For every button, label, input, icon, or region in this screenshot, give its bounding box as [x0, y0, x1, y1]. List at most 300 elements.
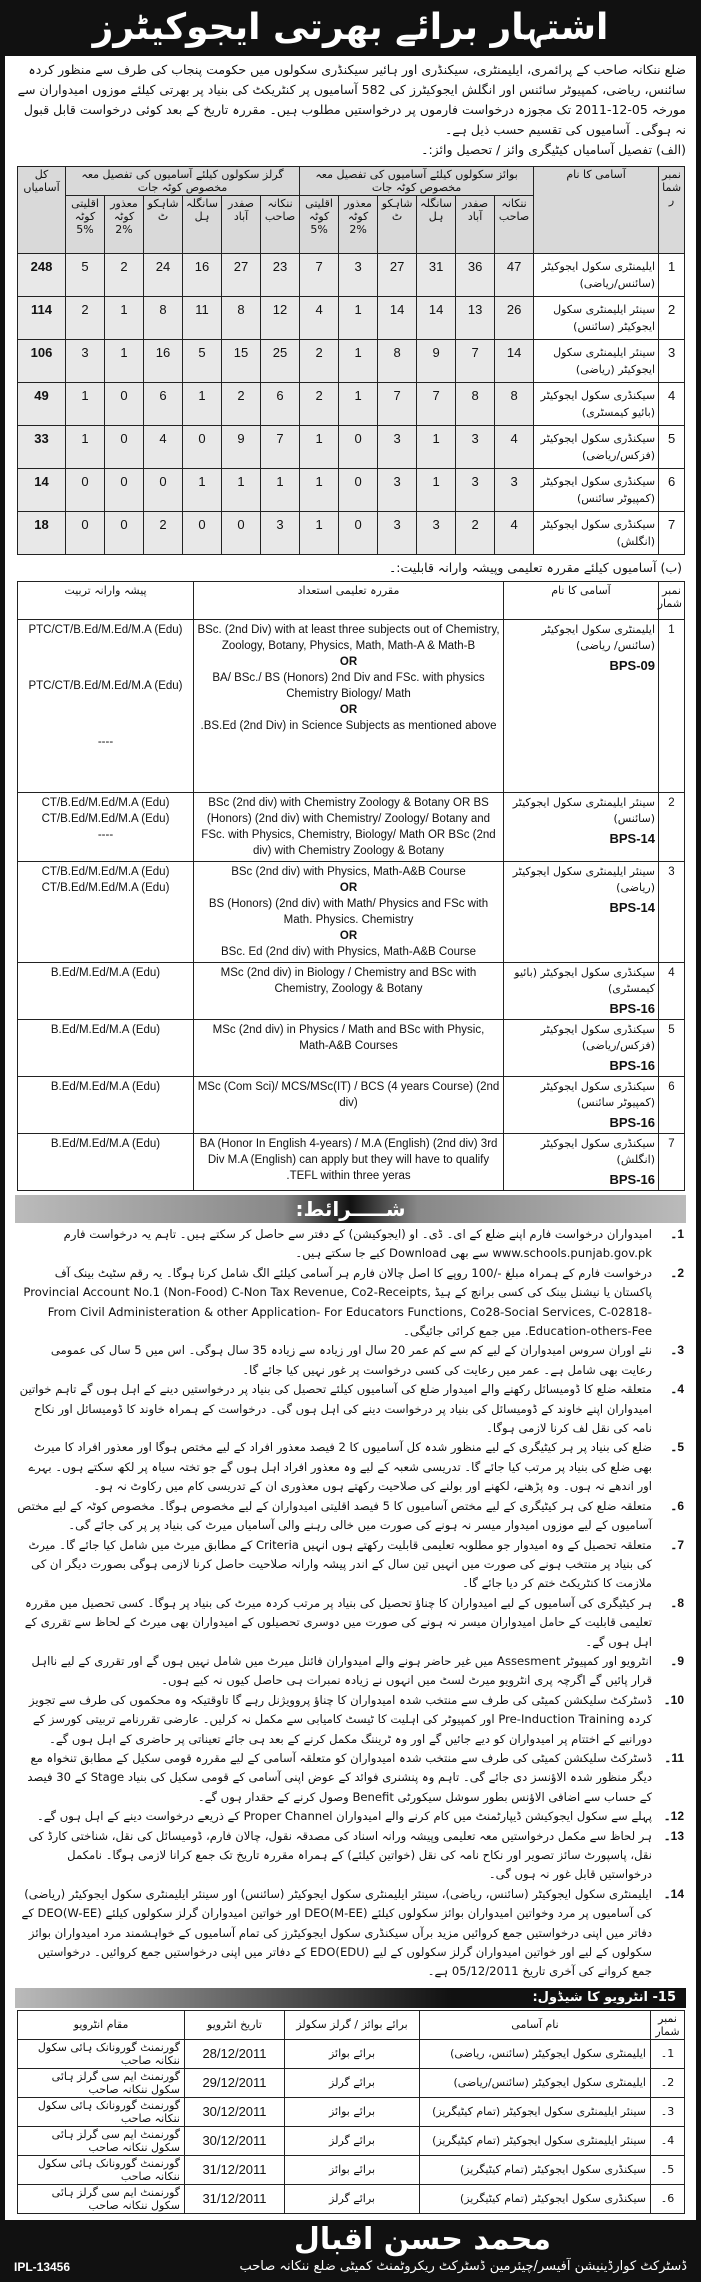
qualification-cell [194, 1077, 504, 1134]
vacancy-count-cell: 0 [183, 512, 222, 555]
vacancy-count-cell: 2 [300, 340, 339, 383]
post-name: سینئر ایلیمنٹری سکول ایجوکیٹر (سائنس) [512, 796, 655, 825]
table-row [18, 2068, 685, 2097]
col-boys-shahkot: شاہکوٹ [378, 196, 417, 254]
vacancy-count-cell: 0 [66, 469, 105, 512]
training-line: PTC/CT/B.Ed/M.Ed/M.A (Edu) [28, 680, 183, 692]
condition-number: 7۔ [670, 1537, 684, 1552]
serial-cell: 6۔ [651, 2184, 685, 2213]
condition-number: 11۔ [664, 1750, 684, 1765]
vacancy-count-cell: 9 [417, 340, 456, 383]
condition-text: ڈسٹرکٹ سلیکشن کمیٹی کی طرف سے منتخب شدہ امیدواران کا چناؤ پروویژنل رہے گا تاوقتیکہ وہ محکموں کی طرف سے تجویز کردہ Pre-Induction Training اور کمپیوٹر کی اہلیت کا ٹیسٹ کامیابی سے مکمل نہ کرلیں۔ عارضی تقررنامے تربیتی کورسز کے دورانیے کے اختتام پر امیدواران کو دیے جائیں گے اور وہ ٹریننگ مکمل کرنے کے بعد ہی جائے تعیناتی پر حاضری کے اہل ہوں گے۔ [28, 1692, 652, 1746]
total-cell: 114 [18, 297, 66, 340]
training-cell [18, 1020, 194, 1077]
vacancy-count-cell: 7 [261, 426, 300, 469]
post-cell: سینئر ایلیمنٹری سکول ایجوکیٹر (تمام کیٹیگریز) [420, 2097, 651, 2126]
condition-text: درخواست فارم کے ہمراہ مبلغ -/100 روپے کا اصل چالان فارم ہر آسامی کیلئے الگ شامل کرنا ہوگا۔ یہ رقم سٹیٹ بینک آف پاکستان یا نیشنل بینک کی کسی برانچ کے ہیڈ Provincial Account No.1 (Non-Food) C-Non Tax Revenue, Co2-Receipts, From Civil Administeration & other Application- For Educators Functions, Co28-Social Services, C-02818- Education-others-Fee. میں جمع کرائی جائیگی۔ [23, 1265, 652, 1339]
qualification-line: BSc. Ed (2nd div) with Physics, Math-A&B Course [220, 946, 476, 958]
training-line: B.Ed/M.Ed/M.A (Edu) [50, 1138, 161, 1150]
post-cell: سیکنڈری سکول ایجوکیٹر (بائیو کیمسٹری) [534, 383, 659, 426]
vacancy-count-cell: 16 [183, 254, 222, 297]
training-line: CT/B.Ed/M.Ed/M.A (Edu) [41, 866, 170, 878]
signature-footer [0, 2220, 701, 2282]
qualification-line: BSc (2nd div) with Physics, Math-A&B Course [231, 866, 466, 878]
vacancy-count-cell: 3 [417, 512, 456, 555]
vacancy-count-cell: 0 [105, 469, 144, 512]
vacancy-count-cell: 3 [495, 469, 534, 512]
qualification-cell [194, 963, 504, 1020]
col-date: تاریخ انٹرویو [185, 2010, 285, 2039]
type-cell: برائے بوائز [285, 2097, 420, 2126]
serial-cell: 7 [659, 512, 685, 555]
qualification-line: MSc (Com Sci)/ MCS/MSc(IT) / BCS (4 years Course) (2nd div) [197, 1081, 500, 1109]
type-cell: برائے گرلز [285, 2068, 420, 2097]
pay-scale: BPS-16 [609, 1115, 655, 1130]
qualification-line: MSc (2nd div) in Biology / Chemistry and BSc with Chemistry, Zoology & Botany [220, 967, 477, 995]
post-cell [504, 793, 659, 862]
vacancy-count-cell: 1 [183, 469, 222, 512]
venue-cell: گورنمنٹ ایم سی گرلز ہائی سکول ننکانہ صاحب [18, 2184, 185, 2213]
training-cell [18, 862, 194, 963]
serial-cell: 6 [659, 1077, 685, 1134]
condition-number: 12۔ [663, 1809, 684, 1824]
condition-text: ہر کیٹیگری کی آسامیوں کے لیے امیدواران کا چناؤ تحصیل کی بنیاد پر مرتب کردہ میرٹ کی بنیاد پر ہوگا۔ کسی تحصیل میں مقررہ تعلیمی قابلیت کے حامل امیدواران میسر نہ ہونے کی صورت میں دوسری تحصیلوں کے امیدواران بھی میرٹ کے لحاظ سے تقرری کے اہل ہوں گے۔ [24, 1595, 652, 1649]
condition-text: نئے اوران سروس امیدواران کے لیے کم سے کم عمر 20 سال اور زیادہ سے زیادہ 35 سال ہوگی۔ اس میں 5 سال کی عمومی رعایت بھی شامل ہے۔ عمر میں رعایت کی کسی درخواست پر غور نہیں کیا جائے گا۔ [50, 1343, 652, 1377]
vacancy-count-cell: 3 [378, 426, 417, 469]
total-cell: 18 [18, 512, 66, 555]
table-row [18, 1134, 685, 1191]
condition-number: 1۔ [670, 1227, 684, 1241]
serial-cell: 5 [659, 1020, 685, 1077]
vacancy-count-cell: 15 [222, 340, 261, 383]
vacancy-count-cell: 27 [222, 254, 261, 297]
conditions-list [5, 1223, 696, 1988]
venue-cell: گورنمنٹ گورونانک ہائی سکول ننکانہ صاحب [18, 2097, 185, 2126]
table-row [18, 2039, 685, 2068]
intro-paragraph [5, 56, 696, 164]
condition-text: ضلع کی بنیاد پر ہر کیٹیگری کے لیے منظور شدہ کل آسامیوں کا 2 فیصد معذور افراد کے لیے مختص ہوگا اور معذور افراد کا میرٹ بھی ضلع کی بنیاد پر مرتب کیا جائے گا۔ تدریسی شعبہ کے لیے وہ معذور افراد اہل ہوں گے جو تختہ سیاہ پر لکھ سکتے ہوں۔ بہرے اور اندھے نہ ہوں۔ وہ پڑھنے، لکھنے اور بولنے کی صلاحیت رکھتے ہوں معذوری ان کے تدریسی کام میں رکاوٹ نہ ہو۔ [28, 1440, 652, 1494]
condition-number: 9۔ [670, 1653, 684, 1668]
type-cell: برائے گرلز [285, 2184, 420, 2213]
post-name: سیکنڈری سکول ایجوکیٹر (فزکس/ریاضی) [540, 1023, 655, 1052]
serial-cell: 4۔ [651, 2126, 685, 2155]
qualification-line: OR [339, 930, 358, 942]
total-cell: 14 [18, 469, 66, 512]
post-cell: ایلیمنٹری سکول ایجوکیٹر (سائنس/ریاضی) [534, 254, 659, 297]
vacancy-count-cell: 2 [144, 512, 183, 555]
condition-number: 6۔ [670, 1498, 684, 1513]
serial-cell: 3۔ [651, 2097, 685, 2126]
table-row [18, 2155, 685, 2184]
training-line: CT/B.Ed/M.Ed/M.A (Edu) [41, 813, 170, 825]
vacancy-count-cell: 3 [261, 512, 300, 555]
vacancy-count-cell: 3 [378, 469, 417, 512]
post-cell: ایلیمنٹری سکول ایجوکیٹر (سائنس، ریاضی) [420, 2039, 651, 2068]
vacancy-count-cell: 8 [378, 340, 417, 383]
date-cell: 29/12/2011 [185, 2068, 285, 2097]
vacancy-count-cell: 36 [456, 254, 495, 297]
condition-item [17, 1341, 684, 1380]
vacancy-count-cell: 4 [144, 426, 183, 469]
qualification-line: BSc. (2nd Div) with at least three subjects out of Chemistry, Zoology, Botany, Physics, Math, Math-A & Math-B [197, 624, 500, 652]
venue-cell: گورنمنٹ ایم سی گرلز ہائی سکول ننکانہ صاحب [18, 2068, 185, 2097]
pay-scale: BPS-16 [609, 1058, 655, 1073]
vacancy-count-cell: 0 [105, 383, 144, 426]
post-name: سیکنڈری سکول ایجوکیٹر (کمپیوٹر سائنس) [540, 1080, 655, 1109]
col-boys-safdarabad: صفدر آباد [456, 196, 495, 254]
post-cell [504, 1134, 659, 1191]
table-row [18, 862, 685, 963]
qualification-line: OR [339, 656, 358, 668]
table-row [18, 383, 685, 426]
vacancy-count-cell: 0 [339, 426, 378, 469]
col-qualification: مقررہ تعلیمی استعداد [194, 582, 504, 620]
type-cell: برائے بوائز [285, 2155, 420, 2184]
training-cell [18, 1077, 194, 1134]
date-cell: 30/12/2011 [185, 2126, 285, 2155]
training-cell [18, 1134, 194, 1191]
condition-number: 5۔ [670, 1440, 684, 1455]
col-post: نام آسامی [420, 2010, 651, 2039]
training-line: ---- [97, 829, 114, 841]
table-row [18, 297, 685, 340]
post-cell: سینئر ایلیمنٹری سکول ایجوکیٹر (سائنس) [534, 297, 659, 340]
training-line: PTC/CT/B.Ed/M.Ed/M.A (Edu) [28, 624, 183, 636]
vacancy-count-cell: 4 [495, 426, 534, 469]
venue-cell: گورنمنٹ گورونانک ہائی سکول ننکانہ صاحب [18, 2039, 185, 2068]
post-cell [504, 620, 659, 793]
training-cell [18, 620, 194, 793]
vacancy-count-cell: 2 [456, 512, 495, 555]
condition-number: 14۔ [663, 1886, 684, 1901]
training-line: B.Ed/M.Ed/M.A (Edu) [50, 967, 161, 979]
condition-item [17, 1749, 684, 1807]
qualification-line: MSc (2nd div) in Physics / Math and BSc with Physic, Math-A&B Courses [212, 1024, 485, 1052]
venue-cell: گورنمنٹ گورونانک ہائی سکول ننکانہ صاحب [18, 2155, 185, 2184]
intro-text: ضلع ننکانہ صاحب کے پرائمری، ایلیمنٹری، سیکنڈری اور ہائیر سیکنڈری سکولوں میں حکومت پنجاب کی طرف سے منظور کردہ سائنس، ریاضی، کمپیوٹر سائنس اور انگلش ایجوکیٹرز کی 582 آسامیوں پر کنٹریکٹ کی بنیاد پر بھرتی کیلئے موزوں امیدواران سے مورخہ 05-12-2011 تک مجوزہ درخواست فارموں پر درخواستیں مطلوب ہیں۔ مقررہ تاریخ کے بعد کوئی درخواست قابل قبول نہ ہوگی۔ آسامیوں کی تقسیم حسب ذیل ہے۔ [17, 62, 686, 137]
disabled-label: معذور کوٹہ [344, 197, 372, 223]
col-post: آسامی کا نام [534, 167, 659, 254]
serial-cell: 4 [659, 963, 685, 1020]
schedule-banner: 15- انٹرویو کا شیڈول: [15, 1988, 686, 2008]
vacancy-count-cell: 3 [456, 469, 495, 512]
venue-cell: گورنمنٹ ایم سی گرلز ہائی سکول ننکانہ صاحب [18, 2126, 185, 2155]
pay-scale: BPS-09 [609, 658, 655, 673]
vacancy-count-cell: 0 [183, 426, 222, 469]
vacancy-count-cell: 6 [144, 383, 183, 426]
post-cell: سینئر ایلیمنٹری سکول ایجوکیٹر (ریاضی) [534, 340, 659, 383]
vacancy-count-cell: 7 [456, 340, 495, 383]
qualification-line: BS (Honors) (2nd div) with Math/ Physics and FSc with Math. Physics. Chemistry [208, 898, 489, 926]
condition-item [17, 1885, 684, 1982]
table-row [18, 793, 685, 862]
date-cell: 31/12/2011 [185, 2184, 285, 2213]
pay-scale: BPS-16 [609, 1172, 655, 1187]
officer-designation: ڈسٹرکٹ کوارڈینیشن آفیسر/چیئرمین ڈسٹرکٹ ریکروٹمنٹ کمیٹی ضلع ننکانہ صاحب [239, 2258, 687, 2274]
serial-cell: 1 [659, 254, 685, 297]
qualification-cell [194, 862, 504, 963]
vacancy-count-cell: 13 [456, 297, 495, 340]
post-name: سینئر ایلیمنٹری سکول ایجوکیٹر (ریاضی) [512, 865, 655, 894]
table-row [18, 2126, 685, 2155]
col-girls-minority [66, 196, 105, 254]
pay-scale: BPS-14 [609, 831, 655, 846]
col-boys-disabled [339, 196, 378, 254]
condition-item [17, 1807, 684, 1826]
qualification-line: BA/ BSc./ BS (Honors) 2nd Div and FSc. with physics Chemistry Biology/ Math [212, 672, 485, 700]
col-girls-shahkot: شاہکوٹ [144, 196, 183, 254]
post-cell: سیکنڈری سکول ایجوکیٹر (انگلش) [534, 512, 659, 555]
table-row [18, 1077, 685, 1134]
col-girls-nankana: ننکانہ صاحب [261, 196, 300, 254]
condition-item [17, 1225, 684, 1264]
col-girls-sangla: سانگلہ ہل [183, 196, 222, 254]
type-cell: برائے گرلز [285, 2126, 420, 2155]
condition-number: 4۔ [670, 1382, 684, 1397]
post-cell: سیکنڈری سکول ایجوکیٹر (فزکس/ریاضی) [534, 426, 659, 469]
vacancy-count-cell: 26 [495, 297, 534, 340]
qualification-line: BA (Honor In English 4-years) / M.A (English) (2nd div) 3rd Div M.A (English) can apply but they will have to qualify TEFL within three yeras. [199, 1138, 498, 1182]
vacancy-count-cell: 6 [261, 383, 300, 426]
qualification-line: OR [339, 704, 358, 716]
condition-text: امیدواران درخواست فارم اپنے ضلع کے ای۔ ڈی۔ او (ایجوکیشن) کے دفتر سے حاصل کر سکتے ہیں۔ تاہم یہ درخواست فارم www.schools.punjab.gov.pk سے بھی Download کیے جا سکتے ہیں۔ [63, 1227, 652, 1261]
vacancy-count-cell: 14 [417, 297, 456, 340]
vacancy-count-cell: 25 [261, 340, 300, 383]
vacancy-count-cell: 8 [456, 383, 495, 426]
vacancy-count-cell: 14 [495, 340, 534, 383]
minority-label: اقلیتی کوٹہ [305, 197, 333, 223]
total-cell: 49 [18, 383, 66, 426]
condition-item [17, 1380, 684, 1438]
post-name: ایلیمنٹری سکول ایجوکیٹر (سائنس/ ریاضی) [541, 623, 655, 652]
vacancy-count-cell: 1 [183, 383, 222, 426]
officer-name: محمد حسن اقبال [293, 2221, 551, 2257]
vacancy-count-cell: 11 [183, 297, 222, 340]
table-row [18, 426, 685, 469]
col-training: پیشہ وارانہ تربیت [18, 582, 194, 620]
condition-item [17, 1827, 684, 1885]
training-cell [18, 793, 194, 862]
ad-title: اشتہار برائے بھرتی ایجوکیٹرز [5, 0, 696, 56]
post-cell: سینئر ایلیمنٹری سکول ایجوکیٹر (تمام کیٹیگریز) [420, 2126, 651, 2155]
condition-text: ڈسٹرکٹ سلیکشن کمیٹی کی طرف سے منتخب شدہ امیدواران کو متعلقہ آسامی کے لیے مقررہ قومی سکیل کے مطابق تنخواہ مع دیگر منظور شدہ الاؤنسز دی جائے گی۔ تاہم وہ پنشنری فوائد کے عوض اپنی آسامی کے قومی سکیل کی بنیاد Stage کے 30 فیصد کے حساب سے اضافی الاؤنس بطور سوشل سیکورٹی Benefit وصول کرنے کے حقدار ہوں گے۔ [27, 1750, 652, 1804]
ad-reference: IPL-13456 [14, 2259, 71, 2274]
vacancy-count-cell: 1 [261, 469, 300, 512]
serial-cell: 1۔ [651, 2039, 685, 2068]
pay-scale: BPS-14 [609, 900, 655, 915]
serial-cell: 1 [659, 620, 685, 793]
post-cell [504, 963, 659, 1020]
vacancy-count-cell: 1 [300, 512, 339, 555]
vacancy-count-cell: 0 [144, 469, 183, 512]
condition-text: ایلیمنٹری سکول ایجوکیٹر (سائنس، ریاضی)، سینئر ایلیمنٹری سکول ایجوکیٹر (سائنس) اور سینئر ایلیمنٹری سکول ایجوکیٹر (ریاضی) کی آسامیوں پر مرد وخواتین امیدواران بوائز سکولوں کیلئے DEO(M-EE) اور خواتین امیدواران گرلز سکولوں کیلئے DEO(W-EE) کے دفاتر میں اپنی درخواستیں جمع کروائیں مزید برآں سیکنڈری سکول ایجوکیٹرز کی تمام آسامیوں کے خواہشمند مرد امیدواران بوائز سکولوں کے لیے اور خواتین امیدواران گرلز سکولوں کے لیے EDO(EDU) کے دفاتر میں اپنی درخواستیں جمع کروائیں۔ درخواستیں جمع کروانے کی آخری تاریخ 05/12/2011 ہے۔ [21, 1886, 652, 1979]
training-line: B.Ed/M.Ed/M.A (Edu) [50, 1024, 161, 1036]
condition-number: 8۔ [670, 1595, 684, 1610]
serial-cell: 6 [659, 469, 685, 512]
col-type: برائے بوائز / گرلز سکولز [285, 2010, 420, 2039]
condition-number: 10۔ [663, 1692, 684, 1707]
condition-item [17, 1536, 684, 1594]
post-name: سیکنڈری سکول ایجوکیٹر (بائیو کیمسٹری) [514, 966, 655, 995]
post-name: سیکنڈری سکول ایجوکیٹر (انگلش) [540, 1137, 655, 1166]
condition-text: ہر لحاظ سے مکمل درخواستیں معہ تعلیمی وپیشہ ورانہ اسناد کی مصدقہ نقول، چالان فارم، ڈومیسائل کی نقل، شناختی کارڈ کی نقل، پاسپورٹ سائز تصویر اور نکاح نامہ کی نقل (خواتین کیلئے) کے ہمراہ مقررہ تاریخ تک جمع کرانا لازمی ہوگا۔ نامکمل درخواستیں قابل غور نہ ہوں گی۔ [28, 1828, 652, 1882]
training-line: CT/B.Ed/M.Ed/M.A (Edu) [41, 882, 170, 894]
condition-text: پہلے سے سکول ایجوکیشن ڈیپارٹمنٹ میں کام کرنے والے امیدواران Proper Channel کے ذریعے درخواست دینے کے اہل ہوں گے۔ [36, 1809, 652, 1824]
pay-scale: BPS-16 [609, 1001, 655, 1016]
serial-cell: 3 [659, 862, 685, 963]
vacancy-count-cell: 1 [339, 340, 378, 383]
disabled-pct: 2% [349, 223, 367, 236]
vacancy-count-cell: 2 [66, 297, 105, 340]
vacancy-count-cell: 1 [105, 340, 144, 383]
vacancy-count-cell: 1 [66, 383, 105, 426]
vacancy-count-cell: 2 [105, 254, 144, 297]
total-cell: 33 [18, 426, 66, 469]
vacancy-count-cell: 3 [66, 340, 105, 383]
table-row [18, 2184, 685, 2213]
vacancy-count-cell: 1 [417, 426, 456, 469]
qualification-cell [194, 1134, 504, 1191]
vacancy-count-cell: 47 [495, 254, 534, 297]
condition-number: 3۔ [670, 1343, 684, 1358]
vacancy-count-cell: 1 [300, 426, 339, 469]
date-cell: 28/12/2011 [185, 2039, 285, 2068]
col-boys-nankana: ننکانہ صاحب [495, 196, 534, 254]
condition-item [17, 1438, 684, 1496]
table-row [18, 620, 685, 793]
vacancy-count-cell: 2 [222, 383, 261, 426]
vacancy-count-cell: 5 [66, 254, 105, 297]
post-cell [504, 1077, 659, 1134]
vacancy-count-cell: 7 [378, 383, 417, 426]
condition-number: 13۔ [663, 1828, 684, 1843]
total-cell: 248 [18, 254, 66, 297]
disabled-label: معذور کوٹہ [110, 197, 138, 223]
vacancy-count-cell: 1 [222, 469, 261, 512]
conditions-banner: شـــــرائط: [15, 1195, 686, 1223]
vacancy-count-cell: 3 [378, 512, 417, 555]
col-boys-minority [300, 196, 339, 254]
vacancy-count-cell: 4 [300, 297, 339, 340]
date-cell: 30/12/2011 [185, 2097, 285, 2126]
serial-cell: 2 [659, 297, 685, 340]
vacancy-count-cell: 0 [105, 426, 144, 469]
condition-number: 2۔ [670, 1265, 684, 1280]
post-cell: ایلیمنٹری سکول ایجوکیٹر (سائنس/ریاضی) [420, 2068, 651, 2097]
condition-text: متعلقہ ضلع کی ہر کیٹیگری کے لیے مختص آسامیوں کا 5 فیصد اقلیتی امیدواران کے لیے مخصوص ہوگا۔ مخصوص کوٹہ کے لیے مختص آسامیوں کے لیے موزوں امیدوار میسر نہ ہونے کی صورت میں خالی رہنے والی آسامیاں میرٹ کی بنیاد پر پر کی جائے گی۔ [17, 1498, 652, 1533]
vacancy-count-cell: 1 [105, 297, 144, 340]
col-venue: مقام انٹرویو [18, 2010, 185, 2039]
condition-item [17, 1652, 684, 1691]
col-girls-group: گرلز سکولوں کیلئے آسامیوں کی تفصیل معہ مخصوص کوٹہ جات [66, 167, 300, 196]
serial-cell: 4 [659, 383, 685, 426]
vacancy-count-cell: 31 [417, 254, 456, 297]
qualification-line: BS.Ed (2nd Div) in Science Subjects as mentioned above. [200, 720, 497, 732]
qualification-table [17, 581, 685, 1191]
training-line: B.Ed/M.Ed/M.A (Edu) [50, 1081, 161, 1093]
condition-item [17, 1264, 684, 1342]
vacancy-count-cell: 0 [339, 512, 378, 555]
minority-pct: 5% [310, 223, 328, 236]
table-row [18, 340, 685, 383]
interview-schedule-table [17, 2010, 685, 2214]
total-cell: 106 [18, 340, 66, 383]
serial-cell: 5 [659, 426, 685, 469]
vacancy-count-cell: 5 [183, 340, 222, 383]
vacancy-count-cell: 16 [144, 340, 183, 383]
training-cell [18, 963, 194, 1020]
table-row [18, 1020, 685, 1077]
vacancy-count-cell: 23 [261, 254, 300, 297]
table-row [18, 254, 685, 297]
vacancy-count-cell: 3 [456, 426, 495, 469]
vacancy-count-cell: 0 [66, 512, 105, 555]
vacancy-count-cell: 0 [105, 512, 144, 555]
vacancy-count-cell: 3 [339, 254, 378, 297]
col-girls-safdarabad: صفدر آباد [222, 196, 261, 254]
col-serial: نمبر شمار [659, 167, 685, 254]
minority-label: اقلیتی کوٹہ [71, 197, 99, 223]
vacancy-count-cell: 1 [339, 297, 378, 340]
vacancy-table [17, 166, 685, 555]
condition-text: متعلقہ ضلع کا ڈومیسائل رکھنے والے امیدوار ضلع کی آسامیوں کیلئے تحصیل کی بنیاد پر درخواستیں دینے کے اہل ہوں گے تاہم خواتین امیدواران اپنے خاوند کے ڈومیسائل کی بنیاد پر درخواست دینے کی اہل ہوں گی۔ درخواست کے ہمراہ خاوند کا ڈومیسائل اور نکاح نامہ کی نقل لف کرنا لازمی ہوگا۔ [19, 1382, 652, 1436]
qualification-cell [194, 793, 504, 862]
table-row [18, 512, 685, 555]
condition-item [17, 1497, 684, 1536]
col-serial: نمبر شمار [659, 582, 685, 620]
training-line: CT/B.Ed/M.Ed/M.A (Edu) [41, 797, 170, 809]
table-row [18, 2097, 685, 2126]
condition-text: انٹرویو اور کمپیوٹر Assesment میں غیر حاضر ہونے والے امیدواران فائنل میرٹ میں شامل نہیں ہوں گے اور تقرری کے لیے نااہل قرار پائیں گے اگرچہ پری انٹرویو میرٹ لسٹ میں انہوں نے زیادہ نمبرات ہی حاصل کیوں نہ کیے ہوں۔ [31, 1653, 652, 1688]
vacancy-count-cell: 7 [300, 254, 339, 297]
serial-cell: 2۔ [651, 2068, 685, 2097]
disabled-pct: 2% [115, 223, 133, 236]
vacancy-count-cell: 1 [300, 469, 339, 512]
condition-text: متعلقہ تحصیل کے وہ امیدوار جو مطلوبہ تعلیمی قابلیت رکھتے ہوں انہیں Criteria کے مطابق میرٹ میں شامل کیا جائے گا۔ میرٹ کی بنیاد پر منتخب ہونے کی صورت میں انہیں تین سال کے اندر پیشہ وارانہ صلاحیت حاصل کرنا لازمی ہوگی بصورت دیگر ان کی ملازمت کا کنٹریکٹ ختم کر دیا جائے گا۔ [28, 1537, 652, 1591]
vacancy-count-cell: 8 [222, 297, 261, 340]
vacancy-count-cell: 1 [339, 383, 378, 426]
qualification-cell [194, 620, 504, 793]
vacancy-count-cell: 12 [261, 297, 300, 340]
vacancy-count-cell: 0 [222, 512, 261, 555]
post-cell: سیکنڈری سکول ایجوکیٹر (تمام کیٹیگریز) [420, 2155, 651, 2184]
vacancy-count-cell: 1 [66, 426, 105, 469]
serial-cell: 5۔ [651, 2155, 685, 2184]
serial-cell: 2 [659, 793, 685, 862]
serial-cell: 7 [659, 1134, 685, 1191]
vacancy-count-cell: 8 [495, 383, 534, 426]
vacancy-count-cell: 24 [144, 254, 183, 297]
vacancy-count-cell: 9 [222, 426, 261, 469]
vacancy-count-cell: 8 [144, 297, 183, 340]
serial-cell: 3 [659, 340, 685, 383]
training-line: ---- [97, 736, 114, 748]
table-row [18, 963, 685, 1020]
col-girls-disabled [105, 196, 144, 254]
post-cell: سیکنڈری سکول ایجوکیٹر (تمام کیٹیگریز) [420, 2184, 651, 2213]
post-cell: سیکنڈری سکول ایجوکیٹر (کمپیوٹر سائنس) [534, 469, 659, 512]
section-b-heading: (ب) آسامیوں کیلئے مقررہ تعلیمی وپیشہ وارانہ قابلیت:۔ [388, 560, 682, 575]
condition-item [17, 1691, 684, 1749]
vacancy-count-cell: 2 [300, 383, 339, 426]
vacancy-count-cell: 4 [495, 512, 534, 555]
col-boys-sangla: سانگلہ ہل [417, 196, 456, 254]
type-cell: برائے بوائز [285, 2039, 420, 2068]
vacancy-count-cell: 7 [417, 383, 456, 426]
vacancy-count-cell: 14 [378, 297, 417, 340]
col-serial: نمبر شمار [651, 2010, 685, 2039]
date-cell: 31/12/2011 [185, 2155, 285, 2184]
